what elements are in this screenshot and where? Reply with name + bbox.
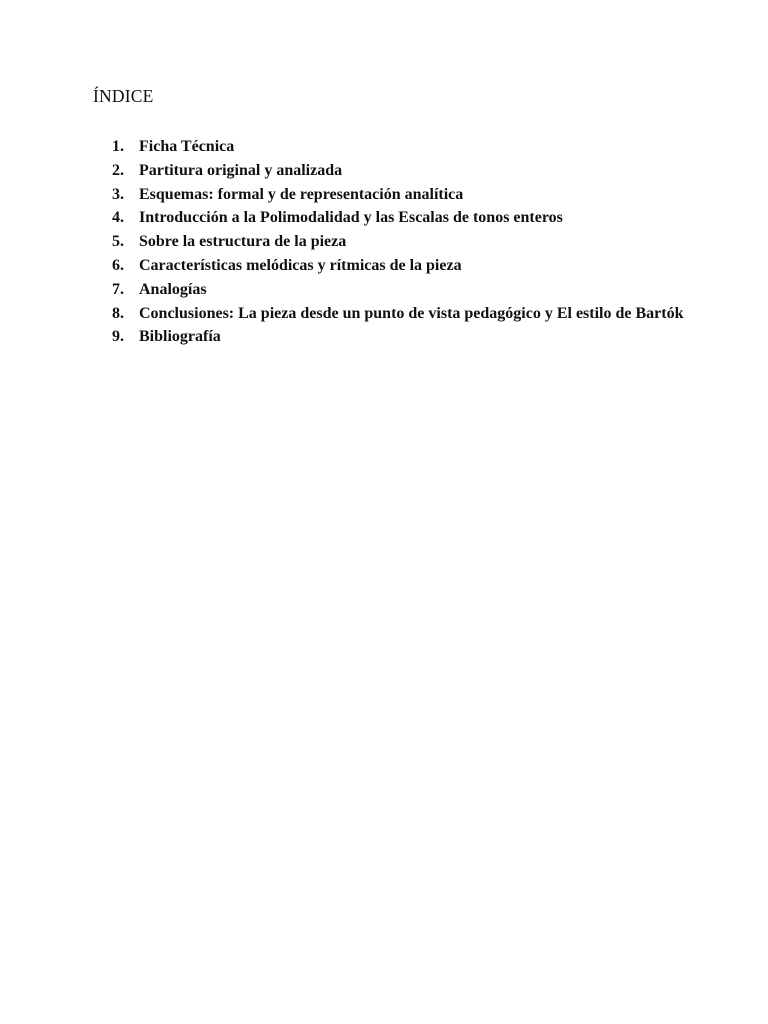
toc-item-number: 6. <box>112 256 124 274</box>
toc-item-3 <box>112 183 692 207</box>
toc-item-4 <box>112 206 692 230</box>
toc-item-number: 8. <box>112 304 124 322</box>
page-title: ÍNDICE <box>93 86 154 106</box>
toc-item-label: Bibliografía <box>139 328 221 346</box>
toc-item-number: 9. <box>112 328 124 346</box>
toc-item-2 <box>112 159 692 183</box>
toc-item-8 <box>112 302 692 326</box>
toc-item-number: 1. <box>112 138 124 155</box>
table-of-contents <box>112 135 692 349</box>
toc-item-label: Características melódicas y rítmicas de la pieza <box>139 256 462 274</box>
toc-item-label: Ficha Técnica <box>139 138 235 155</box>
toc-item-label: Analogías <box>139 280 207 298</box>
toc-item-label: Partitura original y analizada <box>139 161 343 179</box>
toc-item-number: 2. <box>112 161 124 179</box>
toc-item-number: 7. <box>112 280 124 298</box>
toc-item-6 <box>112 254 692 278</box>
toc-item-9 <box>112 325 692 349</box>
toc-item-label: Introducción a la Polimodalidad y las Escalas de tonos enteros <box>139 209 563 227</box>
toc-item-5 <box>112 230 692 254</box>
toc-item-number: 3. <box>112 185 124 203</box>
toc-item-number: 5. <box>112 233 124 251</box>
toc-item-1 <box>112 135 692 159</box>
toc-item-label: Conclusiones: La pieza desde un punto de vista pedagógico y El estilo de Bartók <box>139 304 684 322</box>
toc-item-label: Esquemas: formal y de representación analítica <box>139 185 464 203</box>
toc-item-7 <box>112 278 692 302</box>
toc-item-number: 4. <box>112 209 124 227</box>
toc-item-label: Sobre la estructura de la pieza <box>139 233 347 251</box>
